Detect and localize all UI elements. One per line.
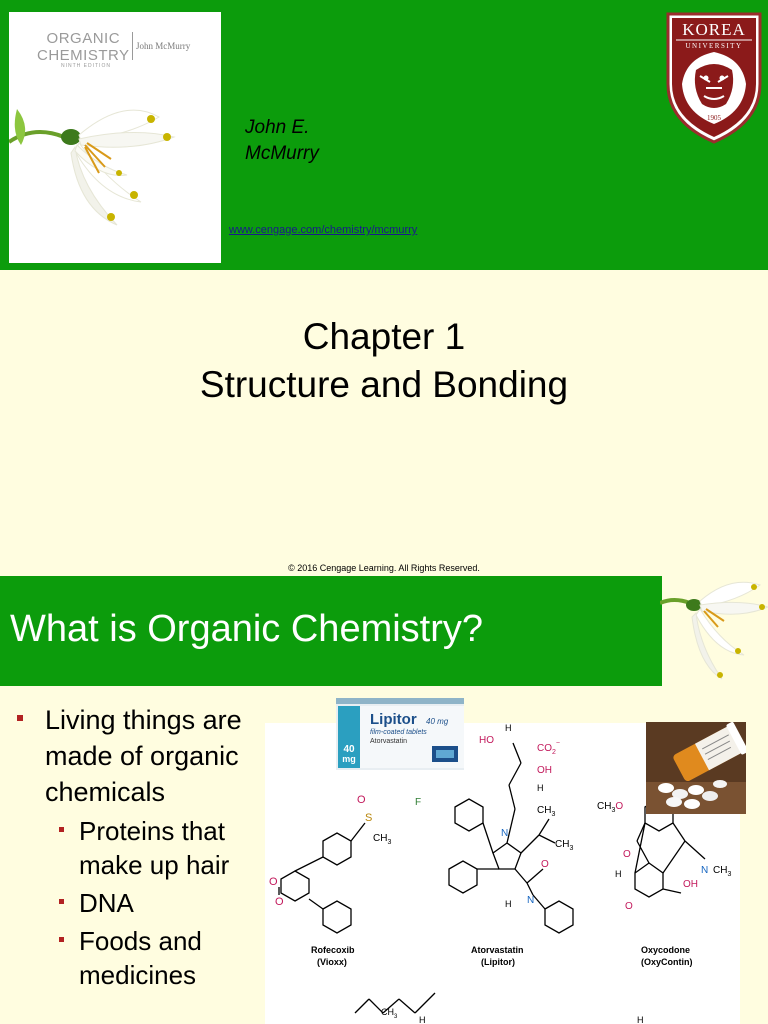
sub-bullet-text: DNA xyxy=(79,888,134,918)
book-cover-title-line2: CHEMISTRY xyxy=(37,47,130,64)
bullet-marker-icon xyxy=(59,937,64,942)
atom-label-subscript: 3 xyxy=(387,839,392,846)
atom-label-ch-text: CH xyxy=(555,839,570,850)
bullet-marker-icon xyxy=(59,827,64,832)
lipitor-box-image xyxy=(336,698,464,770)
atom-label-fluorine: F xyxy=(415,797,422,808)
list-item xyxy=(14,814,264,882)
atom-label-oxygen: O xyxy=(357,794,366,806)
atom-label-co-text: CO xyxy=(537,743,552,754)
atom-label-carboxylate xyxy=(537,740,560,756)
slide-header xyxy=(0,576,662,686)
lipitor-side-unit: mg xyxy=(342,754,356,764)
bullet-marker-icon xyxy=(59,899,64,904)
atom-label-hydrogen-3: H xyxy=(505,899,512,909)
publisher-link[interactable]: www.cengage.com/chemistry/mcmurry xyxy=(229,224,418,236)
atom-label-ch-text: CH xyxy=(537,805,552,816)
molecule-name-atorvastatin: Atorvastatin xyxy=(471,945,524,955)
logo-university-text: UNIVERSITY xyxy=(685,42,743,50)
snowdrop-flower-icon xyxy=(9,97,184,232)
atom-label-ketone-oxygen: O xyxy=(625,901,633,912)
lipitor-brand: Lipitor xyxy=(370,711,417,728)
korea-university-crest-icon xyxy=(666,12,762,144)
author-name-line2: McMurry xyxy=(245,143,319,164)
atom-label-ch-text: CH xyxy=(713,865,728,876)
atom-label-co-charge: − xyxy=(555,740,560,747)
atom-label-methoxy-oxygen: O xyxy=(615,801,624,812)
slide-title: What is Organic Chemistry? xyxy=(10,608,484,650)
atom-label-hydrogen-bottom: H xyxy=(419,1015,426,1024)
bullet-list xyxy=(14,702,264,992)
atom-label-ch-text: CH xyxy=(381,1007,394,1017)
atom-label-methyl-2 xyxy=(537,805,555,818)
atom-label-carbonyl-oxygen: O xyxy=(275,896,284,908)
snowdrop-flower-icon xyxy=(660,575,768,687)
atom-label-ring-oxygen: O xyxy=(269,876,278,888)
atom-label-methyl-bottom xyxy=(381,1007,398,1020)
book-cover-author: John McMurry xyxy=(136,41,191,51)
atom-label-subscript: 3 xyxy=(569,845,574,852)
atom-label-ch-text: CH xyxy=(597,801,612,812)
book-cover xyxy=(9,12,221,263)
atom-label-methyl-3 xyxy=(555,839,573,852)
atom-label-subscript: 3 xyxy=(611,807,616,814)
pill-bottle-photo xyxy=(646,722,746,814)
atom-label-hydroxyl: HO xyxy=(479,735,494,746)
lipitor-generic: Atorvastatin xyxy=(370,738,407,745)
atom-label-methyl xyxy=(373,833,391,846)
book-cover-title xyxy=(37,30,130,64)
bullet-text: Living things are made of organic chemicals xyxy=(45,705,242,807)
lipitor-form: film-coated tablets xyxy=(370,729,427,736)
atom-label-subscript: 3 xyxy=(727,871,732,878)
author-name xyxy=(245,115,319,167)
lipitor-dose: 40 mg xyxy=(426,717,449,726)
atom-label-sulfur: S xyxy=(365,812,373,824)
list-item xyxy=(14,886,264,920)
atom-label-hydroxyl-3: OH xyxy=(683,879,698,890)
list-item xyxy=(14,924,264,992)
atom-label-amide-oxygen: O xyxy=(541,859,549,870)
chapter-title xyxy=(0,313,768,409)
atom-label-methoxy xyxy=(597,801,623,814)
atom-label-hydroxyl-2: OH xyxy=(537,765,552,776)
atom-label-amine-nitrogen: N xyxy=(701,865,709,876)
logo-year-text: 1905 xyxy=(707,114,721,122)
book-cover-edition: NINTH EDITION xyxy=(61,63,111,69)
molecule-trade-oxycontin: (OxyContin) xyxy=(641,957,693,967)
atom-label-subscript: 3 xyxy=(551,811,556,818)
atom-label-subscript: 3 xyxy=(394,1014,398,1020)
atom-label-hydrogen-2: H xyxy=(537,783,544,793)
molecule-name-oxycodone: Oxycodone xyxy=(641,945,691,955)
atom-label-nitrogen: N xyxy=(501,828,509,839)
bullet-marker-icon xyxy=(17,715,23,721)
title-banner xyxy=(0,0,768,270)
atom-label-co-subscript: 2 xyxy=(552,749,556,756)
chapter-number: Chapter 1 xyxy=(302,316,466,357)
book-cover-divider xyxy=(132,32,133,60)
list-item xyxy=(14,702,264,810)
sub-bullet-text: Proteins that make up hair xyxy=(79,816,230,880)
atom-label-hydrogen-bottom-2: H xyxy=(637,1015,644,1024)
content-slide xyxy=(0,575,768,1024)
logo-korea-text: KOREA xyxy=(682,20,746,39)
chapter-subtitle: Structure and Bonding xyxy=(199,364,569,405)
atom-label-ether-oxygen: O xyxy=(623,849,631,860)
molecule-trade-vioxx: (Vioxx) xyxy=(317,957,347,967)
copyright-notice: © 2016 Cengage Learning. All Rights Reserved. xyxy=(288,563,480,573)
molecule-trade-lipitor: (Lipitor) xyxy=(481,957,515,967)
sub-bullet-text: Foods and medicines xyxy=(79,926,202,990)
atom-label-hydrogen-4: H xyxy=(615,869,622,879)
molecule-name-rofecoxib: Rofecoxib xyxy=(311,945,355,955)
book-cover-title-line1: ORGANIC xyxy=(46,30,121,47)
atom-label-ch-text: CH xyxy=(373,833,388,844)
author-name-line1: John E. xyxy=(245,117,310,138)
atom-label-n-methyl xyxy=(713,865,731,878)
atom-label-amide-nitrogen: N xyxy=(527,895,535,906)
lipitor-side-dose: 40 xyxy=(343,744,355,755)
atom-label-hydrogen: H xyxy=(505,723,512,733)
